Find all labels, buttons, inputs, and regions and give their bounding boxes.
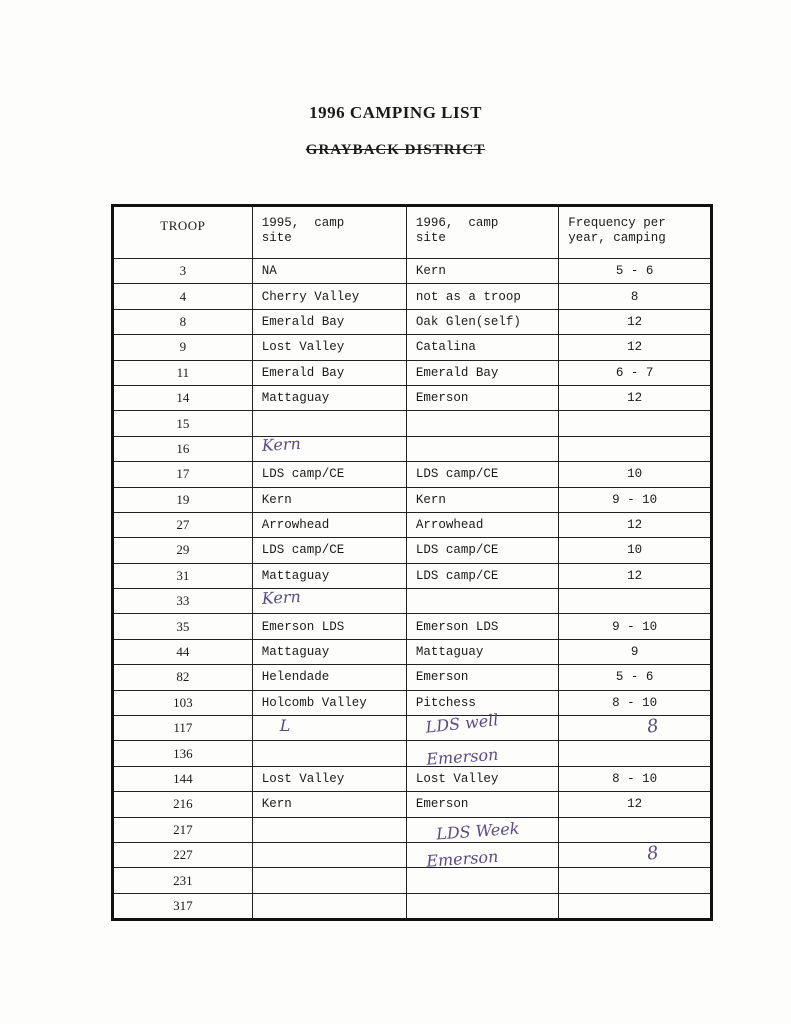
frequency-cell [559, 436, 712, 461]
header-frequency [559, 206, 712, 259]
table-row [113, 817, 712, 842]
site-1996-cell: Oak Glen(self) [406, 309, 558, 334]
table-row [113, 309, 712, 334]
frequency-cell [559, 893, 712, 919]
site-1995-handwritten-cell [252, 586, 406, 614]
site-1995-handwritten-cell [252, 716, 406, 741]
handwritten-note: Kern [261, 434, 301, 456]
frequency-cell: 12 [559, 512, 712, 537]
header-1996-site [406, 206, 558, 259]
troop-cell: 17 [113, 462, 253, 487]
troop-cell: 11 [113, 360, 253, 385]
table-row [113, 462, 712, 487]
table-row [113, 335, 712, 360]
troop-cell: 44 [113, 639, 253, 664]
frequency-cell: 9 [559, 639, 712, 664]
table-row [113, 690, 712, 715]
site-1995-cell: Cherry Valley [252, 284, 406, 309]
table-row [113, 538, 712, 563]
frequency-handwritten-cell [559, 842, 712, 867]
site-1996-cell: LDS camp/CE [406, 563, 558, 588]
frequency-cell: 8 [559, 284, 712, 309]
site-1996-cell: Arrowhead [406, 512, 558, 537]
site-1995-cell: Arrowhead [252, 512, 406, 537]
site-1995-cell: LDS camp/CE [252, 538, 406, 563]
handwritten-note: 8 [645, 841, 660, 865]
frequency-cell: 5 - 6 [559, 259, 712, 284]
site-1996-cell: Mattaguay [406, 639, 558, 664]
troop-cell: 8 [113, 309, 253, 334]
header-freq-line1: Frequency per [568, 216, 666, 230]
site-1995-cell [252, 411, 406, 436]
table-row [113, 665, 712, 690]
frequency-cell: 8 - 10 [559, 690, 712, 715]
troop-cell: 227 [113, 842, 253, 867]
site-1995-cell [252, 842, 406, 867]
site-1995-cell: Mattaguay [252, 385, 406, 410]
troop-cell: 33 [113, 589, 253, 614]
header-1995-line1: 1995, camp [261, 216, 345, 230]
table-row [113, 716, 712, 741]
site-1996-cell: not as a troop [406, 284, 558, 309]
table-row [113, 259, 712, 284]
troop-cell: 35 [113, 614, 253, 639]
frequency-cell: 10 [559, 462, 712, 487]
district-subtitle: GRAYBACK DISTRICT [305, 142, 486, 158]
troop-cell: 9 [113, 335, 253, 360]
table-row [113, 284, 712, 309]
site-1996-cell [406, 589, 558, 614]
table-header-row [113, 206, 712, 259]
troop-cell: 14 [113, 385, 253, 410]
frequency-cell: 12 [559, 385, 712, 410]
frequency-cell: 6 - 7 [559, 360, 712, 385]
table-row [113, 411, 712, 436]
frequency-cell [559, 411, 712, 436]
frequency-cell: 12 [559, 792, 712, 817]
troop-cell: 317 [113, 893, 253, 919]
site-1995-cell [252, 741, 406, 766]
table-row [113, 792, 712, 817]
header-freq-line2: year, camping [568, 231, 666, 245]
handwritten-note: Kern [261, 586, 301, 608]
site-1995-handwritten-cell [252, 436, 406, 461]
header-1996-line2: site [415, 231, 446, 245]
table-row [113, 360, 712, 385]
site-1996-cell [406, 436, 558, 461]
table-row [113, 741, 712, 766]
table-row [113, 639, 712, 664]
table-row [113, 385, 712, 410]
site-1995-cell: Emerson LDS [252, 614, 406, 639]
site-1995-cell [252, 817, 406, 842]
troop-cell: 31 [113, 563, 253, 588]
site-1995-cell: LDS camp/CE [252, 462, 406, 487]
site-1995-cell: Kern [252, 792, 406, 817]
site-1996-cell [406, 868, 558, 893]
frequency-handwritten-cell [559, 716, 712, 741]
site-1996-cell: Emerson [406, 792, 558, 817]
site-1996-handwritten-cell [406, 741, 558, 769]
site-1996-handwritten-cell [406, 842, 558, 871]
table-row [113, 512, 712, 537]
page-title: 1996 CAMPING LIST [309, 103, 482, 122]
site-1996-cell: Emerald Bay [406, 360, 558, 385]
site-1995-cell [252, 893, 406, 919]
frequency-cell [559, 868, 712, 893]
handwritten-note: Emerson [425, 744, 499, 769]
site-1996-cell: Catalina [406, 335, 558, 360]
site-1995-cell: Lost Valley [252, 335, 406, 360]
site-1996-cell: Kern [406, 487, 558, 512]
site-1995-cell: Helendade [252, 665, 406, 690]
site-1996-cell: Emerson LDS [406, 614, 558, 639]
table-row [113, 487, 712, 512]
troop-cell: 27 [113, 512, 253, 537]
table-row [113, 614, 712, 639]
frequency-cell [559, 589, 712, 614]
troop-cell: 136 [113, 741, 253, 766]
frequency-cell [559, 741, 712, 766]
troop-cell: 3 [113, 259, 253, 284]
troop-cell: 216 [113, 792, 253, 817]
table-row [113, 893, 712, 919]
frequency-cell: 5 - 6 [559, 665, 712, 690]
frequency-cell: 12 [559, 309, 712, 334]
site-1996-cell [406, 893, 558, 919]
frequency-cell: 8 - 10 [559, 766, 712, 791]
frequency-cell: 9 - 10 [559, 614, 712, 639]
site-1995-cell: Mattaguay [252, 563, 406, 588]
troop-cell: 16 [113, 436, 253, 461]
header-troop: TROOP [113, 206, 253, 259]
site-1995-cell: Kern [252, 487, 406, 512]
troop-cell: 82 [113, 665, 253, 690]
site-1995-cell: NA [252, 259, 406, 284]
site-1995-cell: Lost Valley [252, 766, 406, 791]
handwritten-note: LDS Week [435, 818, 520, 844]
handwritten-note: L [279, 715, 291, 735]
table-row [113, 842, 712, 867]
site-1996-cell: LDS camp/CE [406, 538, 558, 563]
site-1995-cell: Holcomb Valley [252, 690, 406, 715]
troop-cell: 103 [113, 690, 253, 715]
site-1996-cell: Pitchess [406, 690, 558, 715]
handwritten-note: Emerson [425, 846, 499, 871]
troop-cell: 231 [113, 868, 253, 893]
site-1996-cell: Emerson [406, 385, 558, 410]
table-row [113, 563, 712, 588]
frequency-cell [559, 817, 712, 842]
troop-cell: 29 [113, 538, 253, 563]
site-1996-cell: Lost Valley [406, 766, 558, 791]
frequency-cell: 10 [559, 538, 712, 563]
table-row [113, 766, 712, 791]
frequency-cell: 12 [559, 335, 712, 360]
header-1996-line1: 1996, camp [415, 216, 499, 230]
site-1996-cell [406, 411, 558, 436]
frequency-cell: 9 - 10 [559, 487, 712, 512]
troop-cell: 217 [113, 817, 253, 842]
site-1996-cell: Kern [406, 259, 558, 284]
troop-cell: 4 [113, 284, 253, 309]
troop-cell: 117 [113, 716, 253, 741]
table-row [113, 589, 712, 614]
site-1995-cell [252, 868, 406, 893]
frequency-cell: 12 [559, 563, 712, 588]
site-1995-cell: Emerald Bay [252, 309, 406, 334]
site-1995-cell: Emerald Bay [252, 360, 406, 385]
header-1995-line2: site [261, 231, 292, 245]
troop-cell: 19 [113, 487, 253, 512]
site-1996-handwritten-cell [406, 817, 558, 842]
table-row [113, 436, 712, 461]
handwritten-note: LDS well [424, 709, 500, 737]
troop-cell: 144 [113, 766, 253, 791]
site-1996-cell: LDS camp/CE [406, 462, 558, 487]
troop-cell: 15 [113, 411, 253, 436]
site-1996-handwritten-cell [406, 709, 558, 741]
site-1996-cell: Emerson [406, 665, 558, 690]
table-row [113, 868, 712, 893]
header-1995-site [252, 206, 406, 259]
camping-table [111, 204, 713, 921]
site-1995-cell: Mattaguay [252, 639, 406, 664]
handwritten-note: 8 [645, 715, 660, 738]
